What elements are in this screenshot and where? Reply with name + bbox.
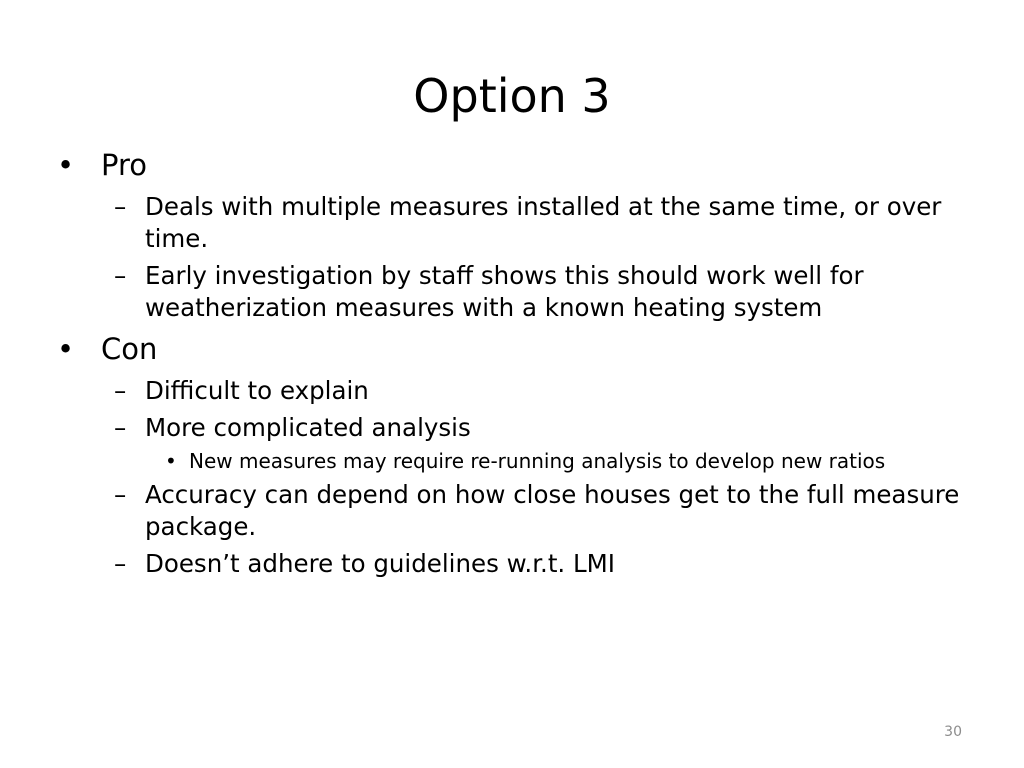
con-item-3 [55, 479, 975, 543]
bullet-marker: • [165, 449, 177, 473]
pro-item-2-text: Early investigation by staff shows this should work well for weatherization measures with a known heating system [145, 261, 864, 322]
pro-item-1-text: Deals with multiple measures installed at the same time, or over time. [145, 192, 942, 253]
dash-marker: – [114, 549, 127, 578]
bullet-con-label: Con [101, 332, 158, 366]
slide-content [55, 144, 975, 584]
slide-title: Option 3 [413, 69, 611, 123]
con-sub-item-1 [55, 448, 975, 474]
con-sub-item-1-text: New measures may require re-running analysis to develop new ratios [189, 449, 886, 473]
con-item-2 [55, 412, 975, 444]
pro-item-1 [55, 191, 975, 255]
con-item-2-text: More complicated analysis [145, 413, 471, 442]
bullet-pro-label: Pro [101, 148, 148, 182]
slide-number: 30 [944, 724, 962, 740]
con-item-1 [55, 375, 975, 407]
con-item-4-text: Doesn’t adhere to guidelines w.r.t. LMI [145, 549, 616, 578]
dash-marker: – [114, 261, 127, 290]
bullet-marker: • [57, 148, 75, 182]
dash-marker: – [114, 480, 127, 509]
con-item-1-text: Difficult to explain [145, 376, 369, 405]
bullet-pro [55, 144, 975, 186]
pro-item-2 [55, 260, 975, 324]
bullet-con [55, 328, 975, 370]
dash-marker: – [114, 376, 127, 405]
con-item-4 [55, 548, 975, 580]
bullet-marker: • [57, 332, 75, 366]
dash-marker: – [114, 413, 127, 442]
con-item-3-text: Accuracy can depend on how close houses get to the full measure package. [145, 480, 960, 541]
dash-marker: – [114, 192, 127, 221]
